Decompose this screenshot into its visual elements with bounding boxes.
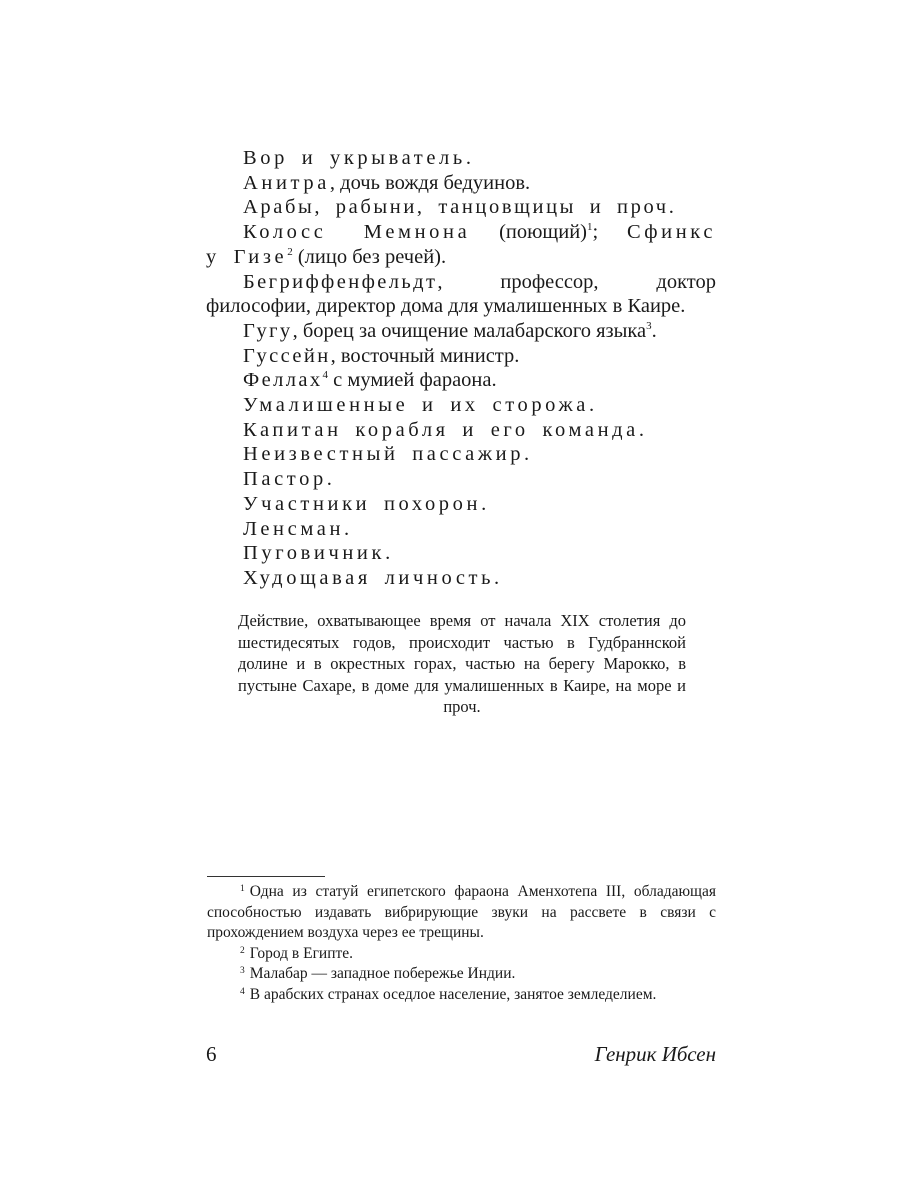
character-name: Гуссейн: [243, 344, 331, 367]
footnote: [207, 964, 716, 985]
character-name: у Гизе: [206, 245, 288, 268]
character-description: , борец за очищение малабарского языка: [292, 319, 647, 342]
cast-entry: [206, 517, 716, 542]
character-description: с мумией фараона.: [328, 369, 497, 392]
footnote: [207, 944, 716, 965]
character-name: Ленсман.: [243, 517, 353, 540]
character-name: Сфинкс: [626, 221, 717, 244]
footnote-number: 4: [240, 986, 245, 997]
character-name: Неизвестный пассажир.: [243, 443, 533, 466]
cast-list: [206, 146, 716, 591]
character-name: Участники похорон.: [243, 492, 490, 515]
character-name: Анитра: [243, 171, 330, 194]
character-description: (лицо без речей).: [292, 245, 447, 268]
cast-entry: [206, 195, 716, 220]
punctuation: ;: [592, 221, 627, 244]
footnote-ref: 1: [587, 221, 593, 234]
cast-entry: [206, 146, 716, 171]
footnote-text: Малабар — западное побережье Индии.: [249, 965, 516, 982]
character-name: Колосс Мемнона: [243, 221, 471, 244]
footnote-number: 3: [240, 966, 245, 976]
cast-entry: [206, 492, 716, 517]
character-name: Умалишенные и их сторожа.: [243, 394, 598, 417]
setting-text: Действие, охватывающее время от начала XIX столетия до шестидесятых годов, происходит частью в Гудбраннской долине и в окрестных горах, частью на берегу Марокко, в пустыне Сахаре, в доме для умалишенных в Каире, на море и проч.: [238, 611, 686, 716]
character-name: Вор и укрыватель.: [243, 147, 475, 169]
footnotes: [207, 882, 716, 1005]
cast-entry: [206, 319, 716, 344]
character-description: , профессор, доктор философии, директор дома для умалишенных в Каире.: [206, 270, 716, 318]
footnote-ref: 3: [646, 319, 652, 332]
footnote-text: Одна из статуй египетского фараона Аменхотепа III, обладающая способностью издавать вибрирующие звуки на рассвете в связи с прохождением воздуха через ее трещины.: [207, 883, 716, 941]
cast-entry: [206, 368, 716, 393]
character-name: Пуговичник.: [243, 542, 394, 565]
footnote-divider: [207, 876, 325, 877]
character-name: Феллах: [243, 369, 323, 392]
character-name: Гугу: [243, 319, 293, 342]
character-description: , восточный министр.: [330, 344, 520, 367]
footnote-ref: 2: [287, 245, 293, 258]
cast-entry: [206, 220, 716, 245]
cast-entry-continued: [206, 245, 716, 270]
cast-entry: [206, 566, 716, 591]
footnote-text: Город в Египте.: [249, 944, 354, 962]
cast-entry: [206, 393, 716, 418]
cast-entry: [206, 270, 716, 319]
character-description: , дочь вождя бедуинов.: [329, 171, 531, 194]
page-number: 6: [206, 1042, 217, 1066]
footnote-number: 2: [240, 945, 245, 956]
cast-entry: [206, 171, 716, 196]
footnote: [207, 882, 716, 944]
character-name: Пастор.: [243, 468, 336, 491]
character-name: Капитан корабля и его команда.: [243, 418, 648, 441]
footnote-number: 1: [240, 884, 245, 894]
setting-description: [238, 610, 686, 718]
footnote-ref: 4: [322, 369, 329, 382]
character-description: (поющий): [470, 221, 587, 244]
cast-entry: [206, 442, 716, 467]
character-name: Худощавая личность.: [243, 566, 503, 589]
cast-entry: [206, 467, 716, 492]
character-name: Бегриффенфельдт: [243, 270, 438, 293]
cast-entry: [206, 418, 716, 443]
character-name: Арабы, рабыни, танцовщицы и проч.: [243, 196, 677, 219]
footnote-text: В арабских странах оседлое население, занятое земледелием.: [249, 985, 657, 1003]
footnote: [207, 985, 716, 1006]
punctuation: .: [651, 319, 657, 342]
cast-entry: [206, 344, 716, 369]
running-footer-author: Генрик Ибсен: [594, 1042, 716, 1066]
cast-entry: [206, 541, 716, 566]
